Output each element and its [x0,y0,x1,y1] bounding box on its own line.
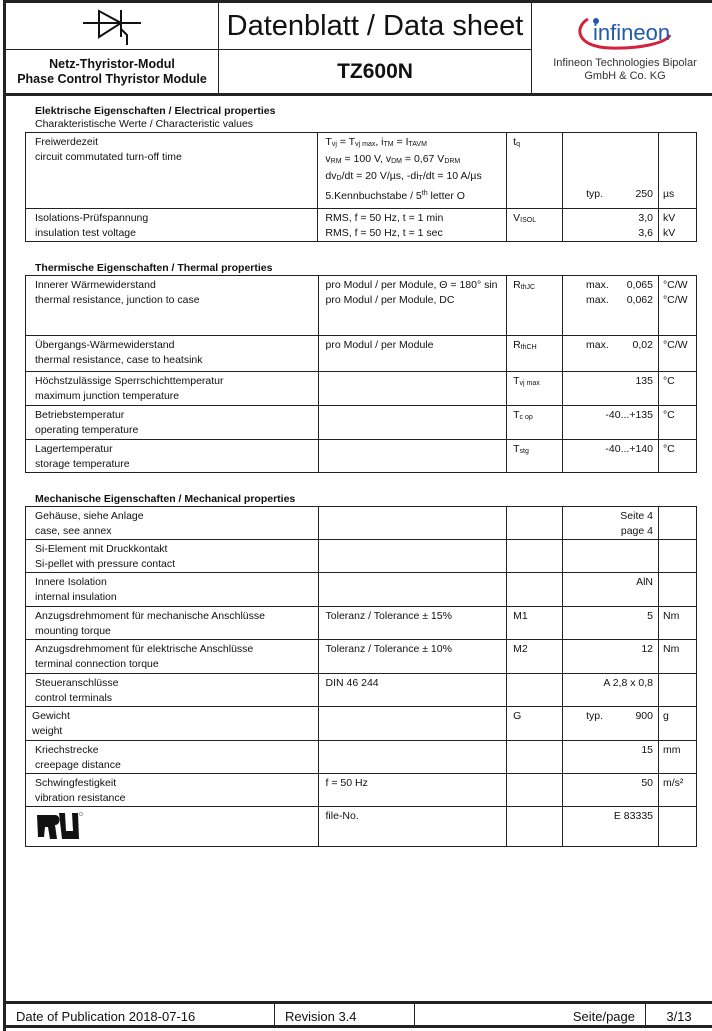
ul-recognized-logo-icon [35,811,83,841]
table-row [26,741,697,774]
conditions [318,406,507,440]
value: 15 [563,741,659,774]
conditions [318,440,507,473]
conditions: Tvj = Tvj max, iTM = ITAVM vRM = 100 V, vDM = 0,67 VDRM dvD/dt = 20 V/µs, -diT/dt = 10 A/µs 5.Kennbuchstabe / 5th letter O [318,133,507,209]
infineon-logo-cell [532,3,712,93]
conditions: DIN 46 244 [318,674,507,707]
param-name-de: Innerer Wärmewiderstand [35,279,156,291]
conditions: Toleranz / Tolerance ± 15% [318,607,507,640]
param-name-en: thermal resistance, case to heatsink [35,354,203,366]
value-text: 0,02 [632,339,653,351]
conditions [318,507,507,540]
param-name-en: storage temperature [35,458,130,470]
param-name-de: Freiwerdezeit [35,136,99,148]
table-row [26,209,697,242]
value: 12 [563,640,659,674]
revision: Revision 3.4 [275,1004,415,1028]
param-name-en: case, see annex [35,525,112,537]
table-row [26,507,697,540]
table-row [26,276,697,336]
qualifier: max. [586,294,609,306]
conditions [318,209,507,242]
conditions [318,540,507,573]
param-name-de: Si-Element mit Druckkontakt [35,543,168,555]
param-name-en: weight [32,725,63,737]
value [563,133,659,209]
param-name-de: Gehäuse, siehe Anlage [35,510,144,522]
unit: Nm [659,607,697,640]
param-name-de: Schwingfestigkeit [35,777,117,789]
param-name-en: vibration resistance [35,792,126,804]
param-name-de: Höchstzulässige Sperrschichttemperatur [35,375,224,387]
unit [658,276,696,336]
symbol: tq [507,133,563,209]
symbol [507,540,563,573]
unit: mm [659,741,697,774]
page-number: 3/13 [666,1008,692,1024]
company-name [553,57,697,83]
param-name-de: Isolations-Prüfspannung [35,212,149,224]
param-name-de: Lagertemperatur [35,443,113,455]
condition-line: RMS, f = 50 Hz, t = 1 min [325,212,444,224]
unit [659,209,697,242]
param-name-en: circuit commutated turn-off time [35,151,182,163]
param-name-de: Betriebstemperatur [35,409,125,421]
unit [659,573,697,607]
symbol [507,674,563,707]
table-row [26,707,697,741]
value-text: Seite 4 [620,510,653,522]
condition-line: pro Modul / per Module, DC [325,294,455,306]
symbol: VISOL [507,209,563,242]
conditions: file-No. [318,807,507,847]
conditions [318,573,507,607]
param-name-en: control terminals [35,692,113,704]
symbol: Tstg [507,440,563,473]
unit [659,674,697,707]
value: 50 [563,774,659,807]
company-line-2: GmbH & Co. KG [584,70,666,82]
table-row [26,372,697,406]
table-row [26,807,697,847]
param-name-en: creepage distance [35,759,121,771]
qualifier: max. [586,339,609,351]
thyristor-symbol-icon [77,7,147,45]
unit: µs [659,133,697,209]
unit-text: kV [663,212,676,224]
product-type [6,50,219,93]
electrical-properties-table [25,132,697,242]
page-footer [6,1001,712,1028]
symbol: RthJC [507,276,563,336]
value: 5 [563,607,659,640]
table-row [26,336,697,372]
param-name-de: Anzugsdrehmoment für mechanische Anschlüsse [35,610,265,622]
value-text: 0,062 [626,294,653,306]
qualifier: typ. [586,188,604,200]
param-name-de: Gewicht [32,710,70,722]
conditions: f = 50 Hz [318,774,507,807]
symbol [507,774,563,807]
value-text: 3,6 [638,227,653,239]
symbol: M1 [507,607,563,640]
table-row [26,540,697,573]
ul-logo-cell [26,807,319,847]
svg-text:infineon: infineon [593,20,671,45]
section-subtitle-electrical: Charakteristische Werte / Characteristic values [35,118,254,130]
table-row [26,406,697,440]
value: -40...+135 [563,406,659,440]
header-bottom-border [3,93,712,96]
param-name-de: Übergangs-Wärmewiderstand [35,339,175,351]
value [563,707,659,741]
table-row [26,133,697,209]
conditions: Toleranz / Tolerance ± 10% [318,640,507,674]
product-type-de: Netz-Thyristor-Modul [49,56,175,71]
value [563,209,659,242]
param-name-en: internal insulation [35,591,117,603]
part-number: TZ600N [219,50,532,93]
section-title-electrical: Elektrische Eigenschaften / Electrical properties [35,105,276,117]
value-text: 0,065 [626,279,653,291]
value-text: 900 [635,710,653,722]
unit-text: kV [663,227,676,239]
publication-date: Date of Publication 2018-07-16 [6,1004,275,1028]
value-text: page 4 [620,525,653,537]
page-label: Seite/page [415,1004,646,1028]
param-name-de: Steueranschlüsse [35,677,119,689]
unit [659,807,697,847]
value [563,507,659,540]
unit: °C [658,372,696,406]
unit: °C [658,406,696,440]
param-name-en: mounting torque [35,625,111,637]
value: -40...+140 [563,440,659,473]
qualifier: typ. [586,710,604,722]
unit: m/s² [659,774,697,807]
unit: °C/W [658,336,696,372]
thermal-properties-table [25,275,697,473]
company-line-1: Infineon Technologies Bipolar [553,57,697,69]
unit [659,507,697,540]
mechanical-properties-table [25,506,697,847]
unit: Nm [659,640,697,674]
page-title: Datenblatt / Data sheet [219,3,532,49]
symbol [507,573,563,607]
value [563,540,659,573]
unit-text: °C/W [662,294,688,306]
value: 135 [563,372,659,406]
table-row [26,674,697,707]
conditions [318,707,507,741]
value [563,336,659,372]
conditions: pro Modul / per Module [318,336,507,372]
value: A 2,8 x 0,8 [563,674,659,707]
unit: g [659,707,697,741]
symbol [507,807,563,847]
unit [659,540,697,573]
symbol: RthCH [507,336,563,372]
unit-text: °C/W [662,279,688,291]
param-name-en: operating temperature [35,424,139,436]
table-row [26,774,697,807]
qualifier: max. [586,279,609,291]
thyristor-symbol-cell [6,3,219,49]
table-row [26,440,697,473]
conditions [318,372,507,406]
table-row [26,607,697,640]
section-title-thermal: Thermische Eigenschaften / Thermal properties [35,262,273,274]
datasheet-header [6,3,712,93]
symbol [507,741,563,774]
product-type-en: Phase Control Thyristor Module [17,71,207,86]
symbol: Tvj max [507,372,563,406]
symbol: Tc op [507,406,563,440]
param-name-de: Innere Isolation [35,576,107,588]
value [563,276,659,336]
symbol [507,507,563,540]
param-name-en: Si-pellet with pressure contact [35,558,176,570]
param-name-en: maximum junction temperature [35,390,180,402]
param-name-de: Kriechstrecke [35,744,99,756]
table-row [26,573,697,607]
param-name-en: thermal resistance, junction to case [35,294,200,306]
table-row [26,640,697,674]
unit: °C [658,440,696,473]
value-text: 250 [635,188,653,200]
condition-line: pro Modul / per Module, Θ = 180° sin [325,279,498,291]
symbol: G [507,707,563,741]
infineon-logo-icon [570,13,680,53]
conditions [318,276,507,336]
symbol: M2 [507,640,563,674]
param-name-de: Anzugsdrehmoment für elektrische Anschlüsse [35,643,254,655]
value: E 83335 [563,807,659,847]
param-name-en: insulation test voltage [35,227,136,239]
value: AlN [563,573,659,607]
condition-line: RMS, f = 50 Hz, t = 1 sec [325,227,443,239]
section-title-mechanical: Mechanische Eigenschaften / Mechanical properties [35,493,296,505]
conditions [318,741,507,774]
value-text: 3,0 [638,212,653,224]
param-name-en: terminal connection torque [35,658,159,670]
